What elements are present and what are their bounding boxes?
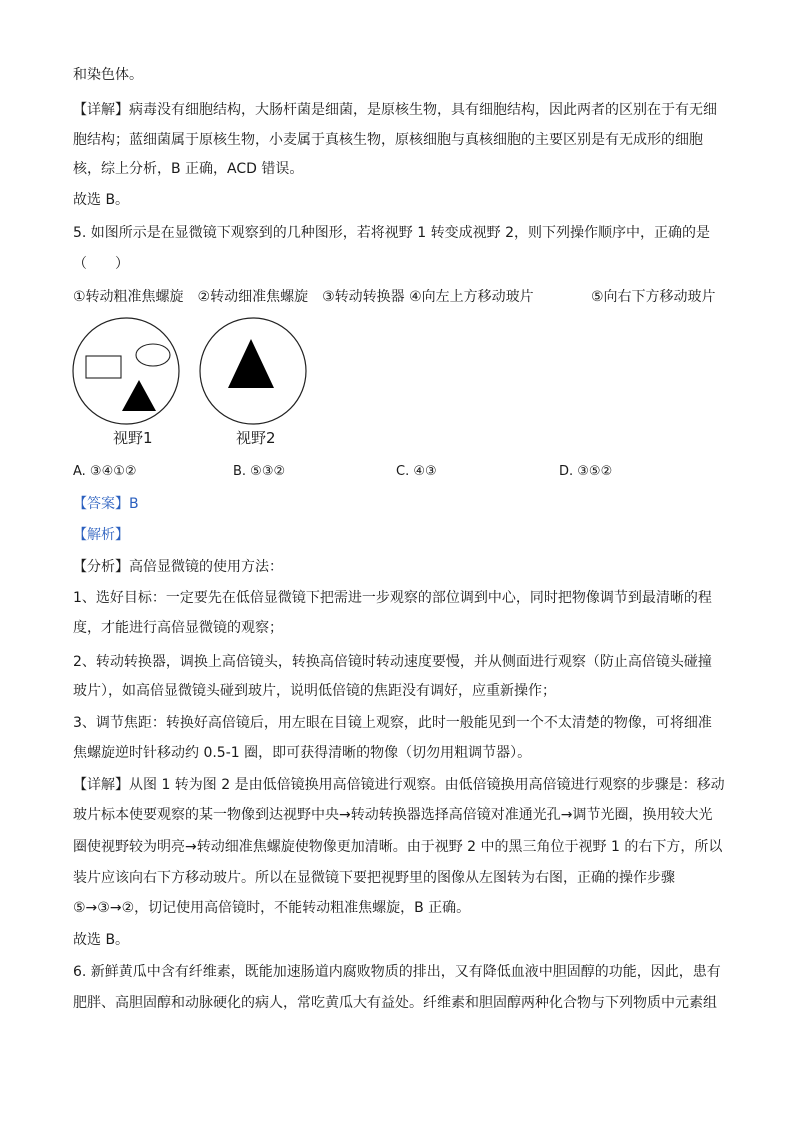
- q5-analysis-line: 玻片），如高倍显微镜头碰到玻片，说明低倍镜的焦距没有调好，应重新操作；: [73, 683, 556, 699]
- q5-analysis-line: 度，才能进行高倍显微镜的观察；: [73, 620, 283, 636]
- q5-detail-line: 装片应该向右下方移动玻片。所以在显微镜下要把视野里的图像从左图转为右图，正确的操作步骤: [73, 870, 675, 886]
- q5-stem-bracket: （ ）: [73, 256, 129, 272]
- q5-option-c: C. ④③: [396, 464, 437, 479]
- q5-analysis-line: 3、调节焦距：转换好高倍镜后，用左眼在目镜上观察，此时一般能见到一个不太清楚的物像，可将细准: [73, 715, 712, 731]
- q5-analysis-line: 1、选好目标：一定要先在低倍显微镜下把需进一步观察的部位调到中心，同时把物像调节到最清晰的程: [73, 590, 712, 606]
- prev-text-line: 和染色体。: [73, 67, 143, 83]
- q5-detail-line: 玻片标本使要观察的某一物像到达视野中央→转动转换器选择高倍镜对准通光孔→调节光圈，换用较大光: [73, 807, 713, 823]
- view1-label: 视野1: [113, 429, 153, 447]
- q5-detail-line: ⑤→③→②，切记使用高倍镜时，不能转动粗准焦螺旋，B 正确。: [73, 900, 471, 916]
- prev-detail-line: 核，综上分析，B 正确，ACD 错误。: [73, 161, 304, 177]
- prev-choose: 故选 B。: [73, 192, 130, 208]
- q5-analysis-line: 2、转动转换器，调换上高倍镜头，转换高倍镜时转动速度要慢，并从侧面进行观察（防止高倍镜头碰撞: [73, 654, 712, 670]
- q5-operations: ①转动粗准焦螺旋 ②转动细准焦螺旋 ③转动转换器 ④向左上方移动玻片: [73, 289, 534, 305]
- view1-field: [73, 318, 179, 424]
- q5-analysis-title: 【解析】: [73, 527, 129, 543]
- q5-answer: 【答案】B: [73, 496, 139, 512]
- view2-black-triangle: [228, 339, 274, 388]
- prev-detail-line: 【详解】病毒没有细胞结构，大肠杆菌是细菌，是原核生物，具有细胞结构，因此两者的区别在于有无细: [73, 102, 717, 118]
- q5-analysis-line: 焦螺旋逆时针移动约 0.5-1 圈，即可获得清晰的物像（切勿用粗调节器）。: [73, 745, 532, 761]
- q5-option-d: D. ③⑤②: [559, 464, 613, 479]
- view2-label: 视野2: [236, 429, 276, 447]
- q6-stem-line: 肥胖、高胆固醇和动脉硬化的病人，常吃黄瓜大有益处。纤维素和胆固醇两种化合物与下列物质中元素组: [73, 995, 717, 1011]
- q5-choose: 故选 B。: [73, 932, 130, 948]
- q5-detail-line: 【详解】从图 1 转为图 2 是由低倍镜换用高倍镜进行观察。由低倍镜换用高倍镜进行观察的步骤是：移动: [73, 777, 725, 793]
- q5-operation-5: ⑤向右下方移动玻片: [591, 289, 716, 305]
- q5-detail-line: 圈使视野较为明亮→转动细准焦螺旋使物像更加清晰。由于视野 2 中的黑三角位于视野 1 的右下方，所以: [73, 839, 723, 855]
- q5-diagram: [70, 315, 320, 455]
- q5-stem-line: 5. 如图所示是在显微镜下观察到的几种图形，若将视野 1 转变成视野 2，则下列操作顺序中，正确的是: [73, 225, 710, 241]
- view1-black-triangle: [122, 380, 156, 411]
- view1-rectangle: [86, 356, 121, 378]
- q5-option-a: A. ③④①②: [73, 464, 137, 479]
- q5-option-b: B. ⑤③②: [233, 464, 286, 479]
- q5-analysis-line: 【分析】高倍显微镜的使用方法：: [73, 559, 283, 575]
- q6-stem-line: 6. 新鲜黄瓜中含有纤维素，既能加速肠道内腐败物质的排出，又有降低血液中胆固醇的功能，因此，患有: [73, 964, 721, 980]
- prev-detail-line: 胞结构；蓝细菌属于原核生物，小麦属于真核生物，原核细胞与真核细胞的主要区别是有无成形的细胞: [73, 132, 703, 148]
- view2-field: [200, 318, 306, 424]
- view1-ellipse: [136, 344, 170, 366]
